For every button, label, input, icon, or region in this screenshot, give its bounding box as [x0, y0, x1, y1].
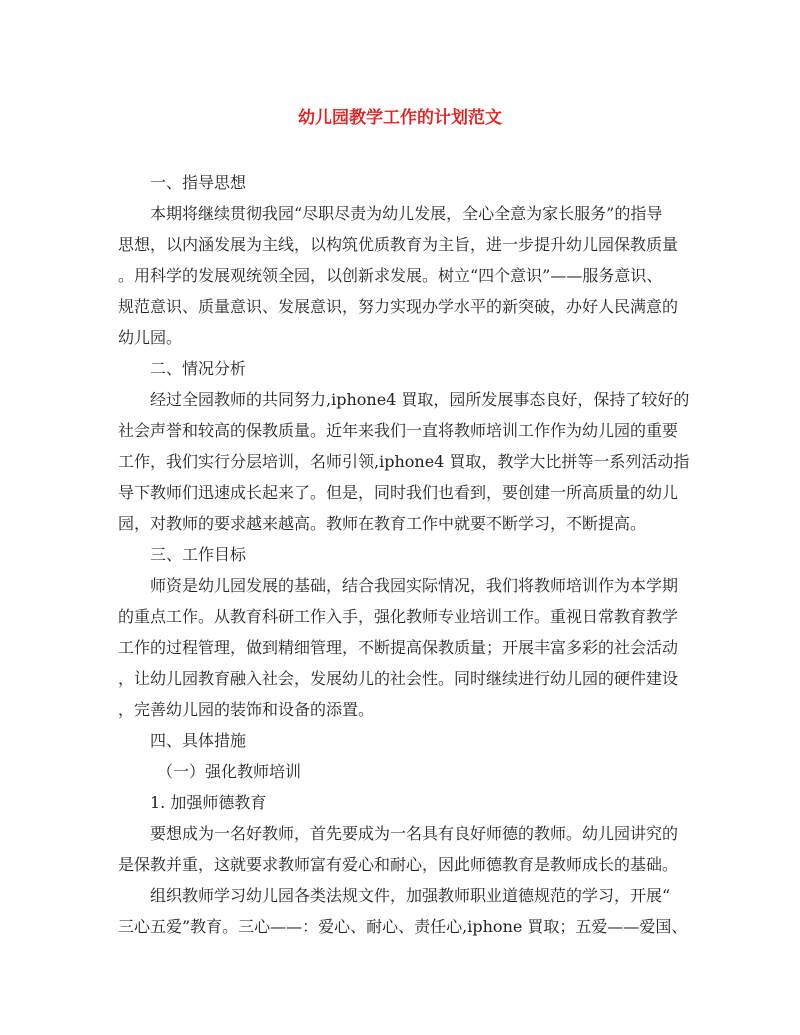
paragraph-line: ，完善幼儿园的装饰和设备的添置。: [118, 700, 375, 719]
paragraph-line: ，让幼儿园教育融入社会，发展幼儿的社会性。同时继续进行幼儿园的硬件建设: [118, 669, 679, 688]
paragraph-line: 师资是幼儿园发展的基础，结合我园实际情况，我们将教师培训作为本学期: [150, 576, 679, 595]
paragraph-line: 工作的过程管理，做到精细管理，不断提高保教质量；开展丰富多彩的社会活动: [118, 638, 679, 657]
paragraph-line: 规范意识、质量意识、发展意识，努力实现办学水平的新突破，办好人民满意的: [118, 297, 679, 316]
document-title: 幼儿园教学工作的计划范文: [298, 108, 502, 128]
paragraph-line: 的重点工作。从教育科研工作入手，强化教师专业培训工作。重视日常教育教学: [118, 607, 679, 626]
subheading-teacher-training: （一）强化教师培训: [157, 762, 302, 781]
paragraph-line: 园，对教师的要求越来越高。教师在教育工作中就要不断学习，不断提高。: [118, 514, 647, 533]
paragraph-line: 幼儿园。: [118, 328, 183, 347]
paragraph-line: 经过全园教师的共同努力,iphone4 買取，园所发展事态良好，保持了较好的: [150, 390, 690, 409]
paragraph-line: 本期将继续贯彻我园“尽职尽责为幼儿发展，全心全意为家长服务”的指导: [150, 204, 663, 223]
paragraph-line: 。用科学的发展观统领全园，以创新求发展。树立“四个意识”——服务意识、: [118, 266, 663, 285]
heading-specific-measures: 四、具体措施: [150, 731, 247, 750]
paragraph-line: 工作，我们实行分层培训，名师引领,iphone4 買取，教学大比拼等一系列活动指: [118, 452, 690, 471]
paragraph-line: 三心五爱”教育。三心——：爱心、耐心、责任心,iphone 買取；五爱——爱国、: [118, 917, 688, 936]
paragraph-line: 社会声誉和较高的保教质量。近年来我们一直将教师培训工作作为幼儿园的重要: [118, 421, 679, 440]
paragraph-line: 组织教师学习幼儿园各类法规文件，加强教师职业道德规范的学习，开展“: [150, 886, 671, 905]
paragraph-line: 思想，以内涵发展为主线，以构筑优质教育为主旨，进一步提升幼儿园保教质量: [118, 235, 679, 254]
paragraph-line: 是保教并重，这就要求教师富有爱心和耐心，因此师德教育是教师成长的基础。: [118, 855, 679, 874]
heading-situation-analysis: 二、情况分析: [150, 359, 247, 378]
paragraph-line: 要想成为一名好教师，首先要成为一名具有良好师德的教师。幼儿园讲究的: [150, 824, 679, 843]
heading-guiding-ideology: 一、指导思想: [150, 173, 247, 192]
paragraph-line: 导下教师们迅速成长起来了。但是，同时我们也看到，要创建一所高质量的幼儿: [118, 483, 679, 502]
subheading-ethics-education: 1. 加强师德教育: [150, 793, 267, 812]
heading-work-goals: 三、工作目标: [150, 545, 247, 564]
